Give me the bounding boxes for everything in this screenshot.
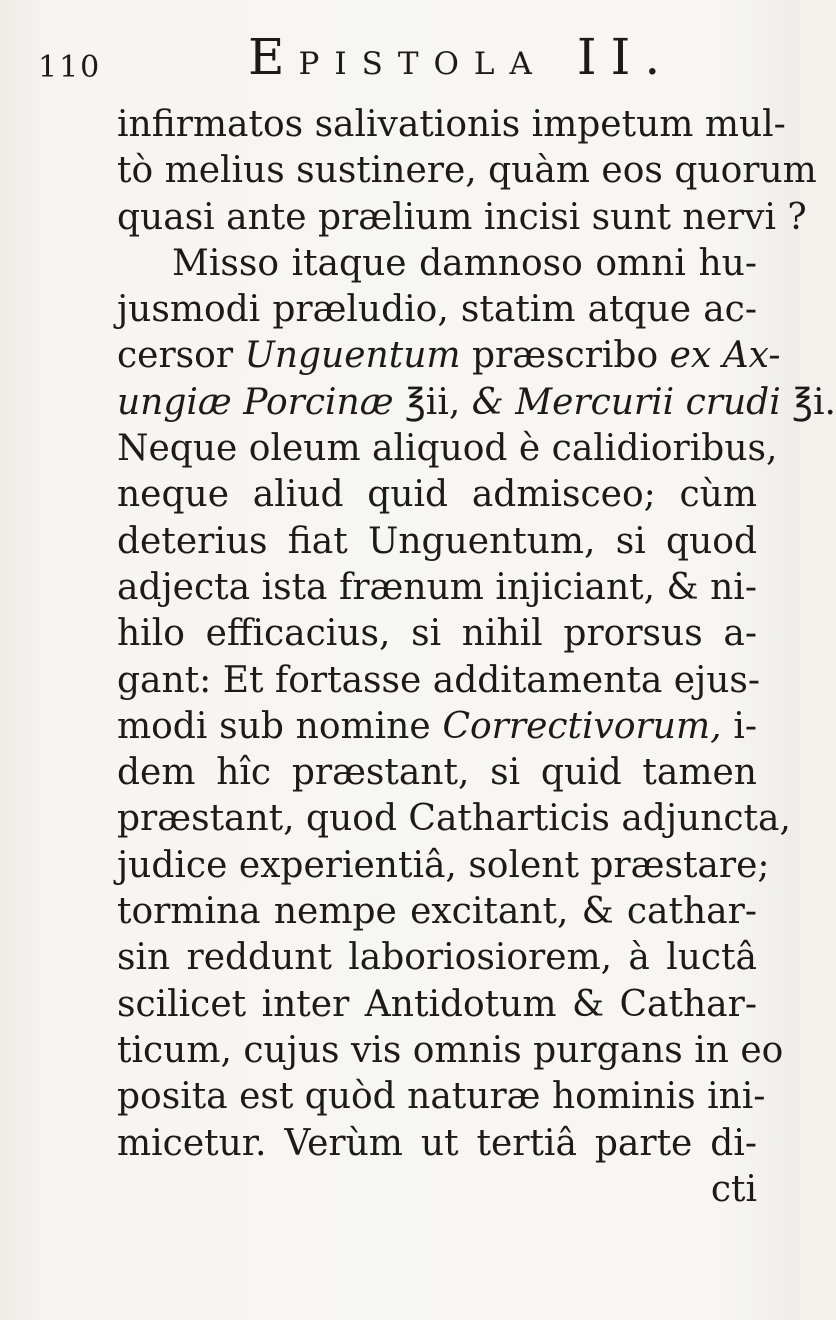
text-segment: modi sub nomine (117, 705, 443, 747)
text-line (117, 565, 757, 611)
text-line (117, 611, 757, 657)
text-segment: neque aliud quid admisceo; cùm (117, 474, 757, 516)
text-segment: hilo efficacius, si nihil prorsus a- (117, 613, 757, 655)
running-header (0, 28, 800, 98)
text-line (117, 333, 781, 379)
italic-segment: ungiæ Porcinæ (117, 381, 394, 423)
text-segment: ticum, cujus vis omnis purgans in eo (117, 1029, 784, 1071)
italic-segment: ex Ax- (669, 335, 781, 377)
text-segment: Neque oleum aliquod è calidioribus, (117, 428, 778, 470)
text-segment: micetur. Verùm ut tertiâ parte di- (117, 1122, 757, 1164)
text-line (117, 102, 786, 148)
text-line (117, 148, 817, 194)
text-segment: tò melius sustinere, quàm eos quorum (117, 150, 817, 192)
text-line (117, 843, 770, 889)
text-line (117, 658, 761, 704)
text-line (117, 519, 757, 565)
body-text (117, 102, 836, 1213)
text-line (117, 287, 757, 333)
text-segment: ℥i. (780, 381, 836, 423)
text-line (117, 1028, 784, 1074)
title-numeral: II. (576, 28, 675, 86)
title-initial: E (248, 28, 299, 86)
text-line (117, 472, 757, 518)
text-segment: jusmodi præludio, statim atque ac- (117, 289, 757, 331)
text-line (117, 426, 778, 472)
text-segment: præstant, quod Catharticis adjuncta, (117, 798, 791, 840)
text-segment: infirmatos salivationis impetum mul- (117, 104, 786, 145)
italic-segment: & Mercurii crudi (471, 381, 781, 423)
text-segment: præscribo (460, 335, 670, 377)
text-line (117, 380, 836, 426)
text-segment: quasi ante prælium incisi sunt nervi ? (117, 196, 807, 238)
text-segment: deterius fiat Unguentum, si quod (117, 520, 757, 562)
text-segment: gant: Et fortasse additamenta ejus- (117, 659, 761, 701)
text-line (117, 1121, 757, 1167)
text-segment: dem hîc præstant, si quid tamen (117, 752, 757, 794)
text-line (117, 1074, 766, 1120)
text-segment: adjecta ista frænum injiciant, & ni- (117, 566, 757, 608)
text-line (117, 195, 807, 241)
running-title (248, 28, 674, 86)
text-segment: cersor (117, 335, 245, 377)
text-line (117, 704, 757, 750)
text-line (117, 241, 757, 287)
text-segment: ℥ii, (393, 381, 472, 423)
italic-segment: Unguentum (244, 335, 461, 377)
text-segment: posita est quòd naturæ hominis ini- (117, 1076, 766, 1118)
text-line (117, 796, 791, 842)
text-segment: sin reddunt laboriosiorem, à luctâ (117, 937, 757, 979)
text-segment: scilicet inter Antidotum & Cathar- (117, 983, 757, 1025)
page-number: 110 (38, 50, 102, 85)
text-line (117, 935, 757, 981)
text-line (117, 889, 757, 935)
text-segment: tormina nempe excitant, & cathar- (117, 891, 757, 933)
italic-segment: Correctivorum, (442, 705, 722, 747)
catchword-line (117, 1167, 757, 1213)
text-line (117, 750, 757, 796)
text-segment: Misso itaque damnoso omni hu- (172, 242, 757, 284)
text-segment: i- (721, 705, 757, 747)
text-segment: cti (710, 1168, 757, 1210)
text-line (117, 982, 757, 1028)
text-segment: judice experientiâ, solent præstare; (117, 844, 770, 886)
title-small-caps: PISTOLA (298, 46, 547, 82)
